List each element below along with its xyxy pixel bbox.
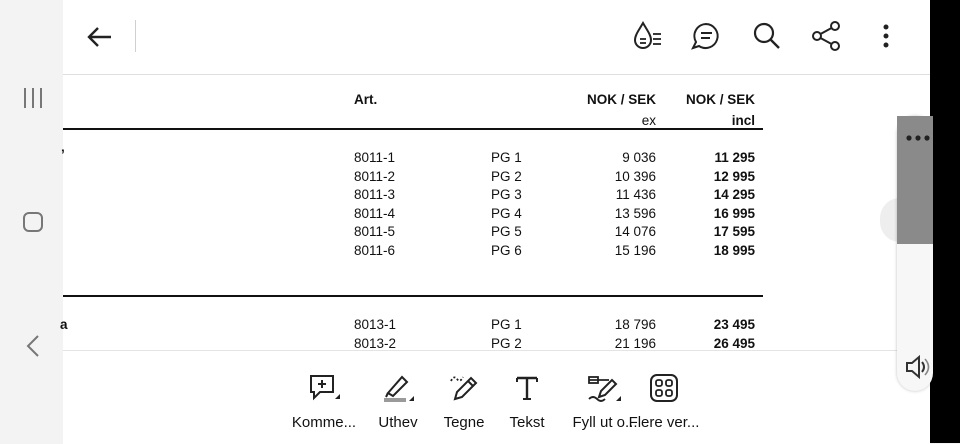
cell-art: 8011-5 <box>354 224 396 239</box>
cell-price-group: PG 3 <box>491 187 522 202</box>
bottom-tools-bar <box>63 350 930 444</box>
more-horiz-icon[interactable] <box>906 135 930 141</box>
system-nav-bar <box>0 0 63 443</box>
cell-price-incl: 17 595 <box>713 224 755 239</box>
top-toolbar <box>63 0 930 75</box>
table-rule-mid <box>63 295 763 297</box>
cell-art: 8011-4 <box>354 205 396 221</box>
cell-art: 8011-2 <box>354 168 396 184</box>
cell-price-incl: 18 995 <box>713 242 755 258</box>
table-rule-top <box>63 128 763 130</box>
cell-price-group: PG 2 <box>491 335 522 351</box>
cell-price-group: PG 1 <box>491 317 522 332</box>
header-nok-ex: NOK / SEK <box>586 92 656 107</box>
toolbar-divider <box>135 20 136 52</box>
tool-label: Fyll ut o... <box>572 414 638 431</box>
side-scroll-panel[interactable] <box>897 116 933 391</box>
home-icon[interactable] <box>22 211 44 233</box>
back-arrow-icon[interactable] <box>85 22 115 52</box>
header-nok-ex-sub: ex <box>641 113 656 128</box>
cell-price-group: PG 2 <box>491 168 522 184</box>
cell-price-incl: 26 495 <box>713 335 755 351</box>
cell-price-group: PG 5 <box>491 224 522 239</box>
tool-label: Komme... <box>291 414 357 431</box>
cell-price-ex: 9 036 <box>622 150 656 165</box>
tool-label: Uthev <box>378 414 418 431</box>
header-nok-incl-sub: incl <box>731 113 755 128</box>
cell-price-group: PG 6 <box>491 242 522 258</box>
system-back-icon[interactable] <box>24 334 42 358</box>
recent-apps-icon[interactable] <box>22 87 44 109</box>
cell-art: 8011-3 <box>354 187 396 202</box>
cell-price-ex: 10 396 <box>614 168 656 184</box>
cut-off-text: a <box>60 317 68 332</box>
cell-price-ex: 18 796 <box>614 317 656 332</box>
cell-price-incl: 14 295 <box>713 187 755 202</box>
cell-art: 8013-2 <box>354 335 397 351</box>
highlight-icon <box>378 371 418 405</box>
cell-art: 8013-1 <box>354 317 397 332</box>
cell-price-ex: 15 196 <box>614 242 656 258</box>
cell-price-group: PG 1 <box>491 150 522 165</box>
more-vert-icon[interactable] <box>870 20 902 52</box>
cell-price-incl: 16 995 <box>713 205 755 221</box>
cell-price-ex: 11 436 <box>615 187 656 202</box>
cell-price-incl: 12 995 <box>713 168 755 184</box>
cell-price-group: PG 4 <box>491 205 522 221</box>
draw-icon <box>447 371 481 405</box>
liquid-mode-icon[interactable] <box>631 20 663 52</box>
comment-icon <box>307 371 341 405</box>
cell-art: 8011-1 <box>354 150 396 165</box>
screen-edge <box>930 0 960 443</box>
more-tools-icon <box>647 371 681 405</box>
share-icon[interactable] <box>810 20 842 52</box>
tool-label: Tegne <box>443 414 485 431</box>
text-icon <box>510 371 544 405</box>
pdf-page-content[interactable] <box>60 75 930 351</box>
header-art: Art. <box>354 92 378 107</box>
cell-price-ex: 14 076 <box>614 224 656 239</box>
search-icon[interactable] <box>751 20 783 52</box>
tool-label: Flere ver... <box>628 414 700 431</box>
cell-price-incl: 11 295 <box>714 150 755 165</box>
header-nok-incl: NOK / SEK <box>685 92 755 107</box>
comments-icon[interactable] <box>690 20 722 52</box>
pdf-viewer-app <box>60 0 930 443</box>
tool-text[interactable] <box>482 367 572 437</box>
cell-price-ex: 13 596 <box>614 205 656 221</box>
cell-price-incl: 23 495 <box>713 317 755 332</box>
cell-price-ex: 21 196 <box>614 335 656 351</box>
cut-off-text: ’ <box>61 147 65 162</box>
cell-art: 8011-6 <box>354 242 396 258</box>
tool-more-tools[interactable] <box>619 367 709 437</box>
volume-icon[interactable] <box>903 354 931 380</box>
tool-label: Tekst <box>509 414 545 431</box>
